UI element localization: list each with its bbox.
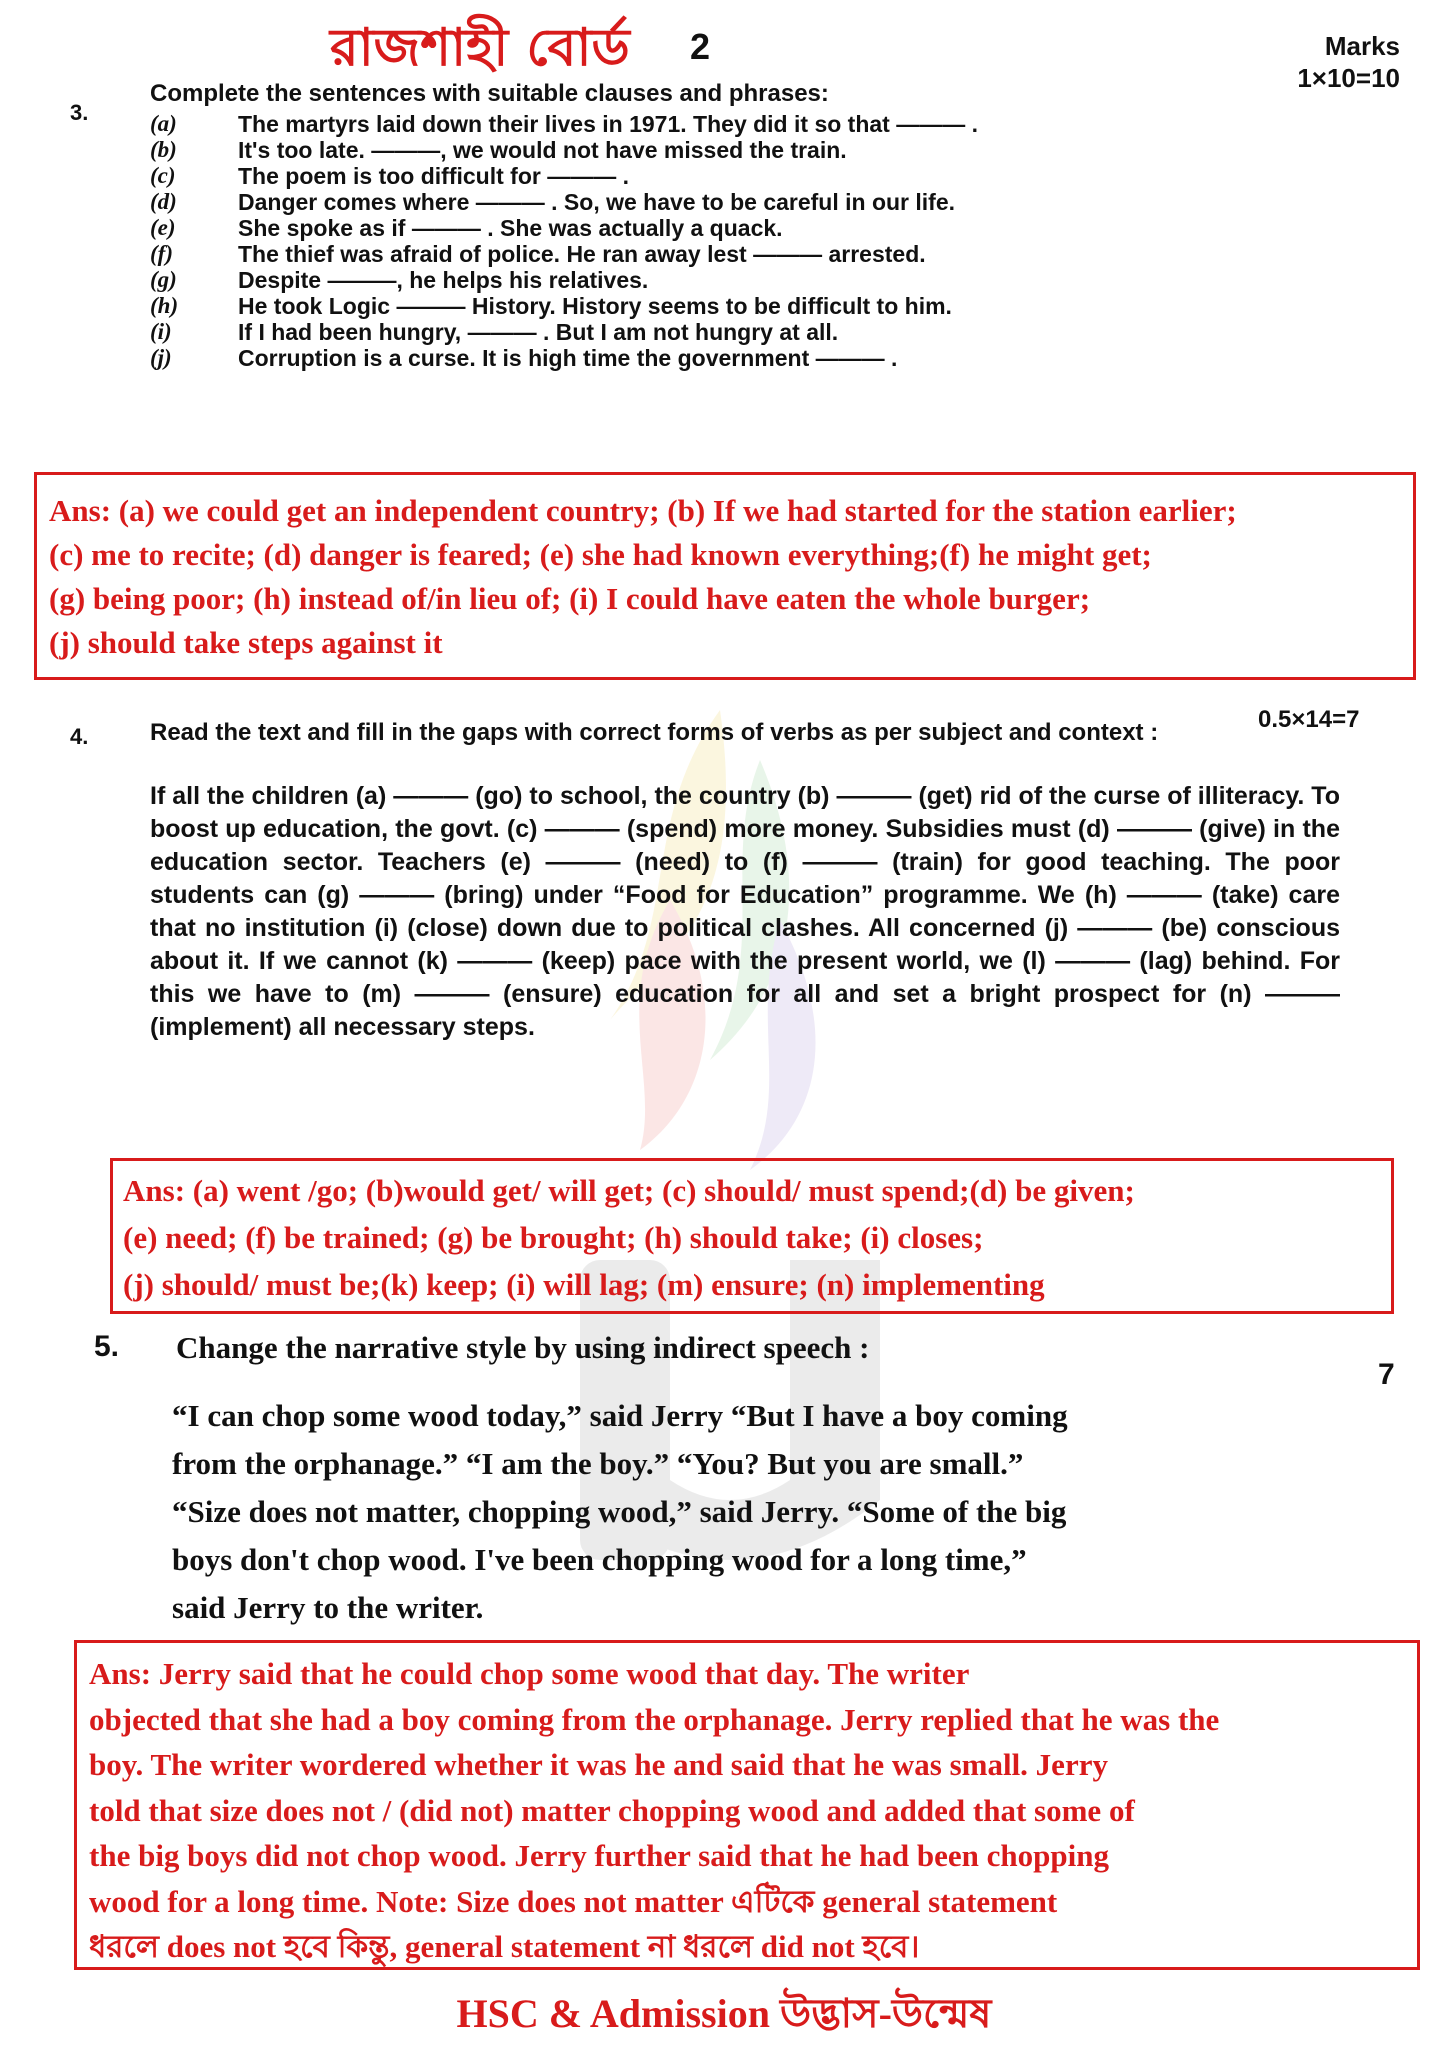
- question-5-marks: 7: [1378, 1358, 1395, 1391]
- list-item: (f) The thief was afraid of police. He ran away lest ——— arrested.: [150, 241, 926, 267]
- answer-line: the big boys did not chop wood. Jerry further said that he had been chopping: [89, 1838, 1110, 1873]
- answer-line: (e) need; (f) be trained; (g) be brought; (h) should take; (i) closes;: [123, 1220, 984, 1255]
- answer-line: ধরলে does not হবে কিন্তু, general statement না ধরলে did not হবে।: [89, 1929, 920, 1964]
- answer-line: boy. The writer wordered whether it was he and said that he was small. Jerry: [89, 1747, 1108, 1782]
- passage-line: from the orphanage.” “I am the boy.” “You? But you are small.”: [172, 1446, 1024, 1481]
- answer-line: (j) should take steps against it: [49, 625, 443, 660]
- list-item: (g) Despite ———, he helps his relatives.: [150, 267, 649, 293]
- answer-line: Ans: (a) we could get an independent country; (b) If we had started for the station earlier;: [49, 493, 1237, 528]
- passage-line: “I can chop some wood today,” said Jerry “But I have a boy coming: [172, 1398, 1068, 1433]
- list-item: (h) He took Logic ——— History. History seems to be difficult to him.: [150, 293, 952, 319]
- question-3-items: [150, 112, 1310, 372]
- footer-brand: HSC & Admission উদ্ভাস-উন্মেষ: [456, 1991, 992, 2036]
- question-4-instruction: Read the text and fill in the gaps with correct forms of verbs as per subject and context :: [150, 719, 1159, 746]
- answer-line: Ans: Jerry said that he could chop some wood that day. The writer: [89, 1656, 970, 1691]
- answer-line: (j) should/ must be;(k) keep; (i) will lag; (m) ensure; (n) implementing: [123, 1267, 1045, 1302]
- question-4-marks: 0.5×14=7: [1258, 706, 1360, 733]
- answer-line: wood for a long time. Note: Size does not matter এটিকে general statement: [89, 1883, 1058, 1919]
- passage-line: said Jerry to the writer.: [172, 1590, 484, 1625]
- question-3-instruction: Complete the sentences with suitable clauses and phrases:: [150, 80, 829, 107]
- question-4-passage: If all the children (a) ——— (go) to school, the country (b) ——— (get) rid of the curse of illiteracy. To boost up education, the govt. (c) ——— (spend) more money. Subsidies must (d) ——— (give) in the education sector. Teachers (e) ——— (need) to (f) ——— (train) for good teaching. The poor students can (g) ——— (bring) under “Food for Education” programme. We (h) ——— (take) care that no institution (i) (close) down due to political clashes. All concerned (j) ——— (be) conscious about it. If we cannot (k) ——— (keep) pace with the present world, we (l) ——— (lag) behind. For this we have to (m) ——— (ensure) education for all and set a bright prospect for (n) ——— (implement) all necessary steps.: [150, 782, 1340, 1041]
- list-item: (a) The martyrs laid down their lives in 1971. They did it so that ——— .: [150, 111, 978, 137]
- question-5-number: 5.: [94, 1330, 120, 1363]
- list-item: (j) Corruption is a curse. It is high time the government ——— .: [150, 345, 898, 371]
- question-4-number: 4.: [70, 724, 89, 749]
- passage-line: “Size does not matter, chopping wood,” said Jerry. “Some of the big: [172, 1494, 1067, 1529]
- list-item: (e) She spoke as if ——— . She was actually a quack.: [150, 215, 783, 241]
- answer-line: (g) being poor; (h) instead of/in lieu of; (i) I could have eaten the whole burger;: [49, 581, 1091, 616]
- question-3-number: 3.: [70, 100, 89, 125]
- list-item: (d) Danger comes where ——— . So, we have to be careful in our life.: [150, 189, 956, 215]
- answer-line: objected that she had a boy coming from the orphanage. Jerry replied that he was the: [89, 1701, 1220, 1737]
- list-item: (b) It's too late. ———, we would not have missed the train.: [150, 137, 847, 163]
- question-4-answer-box: [110, 1158, 1394, 1314]
- question-5-instruction: Change the narrative style by using indirect speech :: [176, 1330, 870, 1365]
- answer-line: Ans: (a) went /go; (b)would get/ will get; (c) should/ must spend;(d) be given;: [123, 1173, 1135, 1208]
- question-5-passage: [172, 1392, 1332, 1632]
- marks-label: Marks: [1324, 31, 1400, 61]
- question-3-answer-box: [34, 472, 1416, 680]
- marks-value: 1×10=10: [1297, 63, 1400, 93]
- page-number: 2: [690, 26, 711, 67]
- answer-line: told that size does not / (did not) matter chopping wood and added that some of: [89, 1792, 1135, 1828]
- answer-line: (c) me to recite; (d) danger is feared; (e) she had known everything;(f) he might get;: [49, 537, 1152, 572]
- question-5-answer-box: [74, 1640, 1420, 1970]
- board-title: রাজশাহী বোর্ড: [330, 18, 630, 78]
- list-item: (c) The poem is too difficult for ——— .: [150, 163, 629, 189]
- marks-header: [1250, 30, 1400, 94]
- list-item: (i) If I had been hungry, ——— . But I am not hungry at all.: [150, 319, 839, 345]
- passage-line: boys don't chop wood. I've been chopping wood for a long time,”: [172, 1542, 1027, 1577]
